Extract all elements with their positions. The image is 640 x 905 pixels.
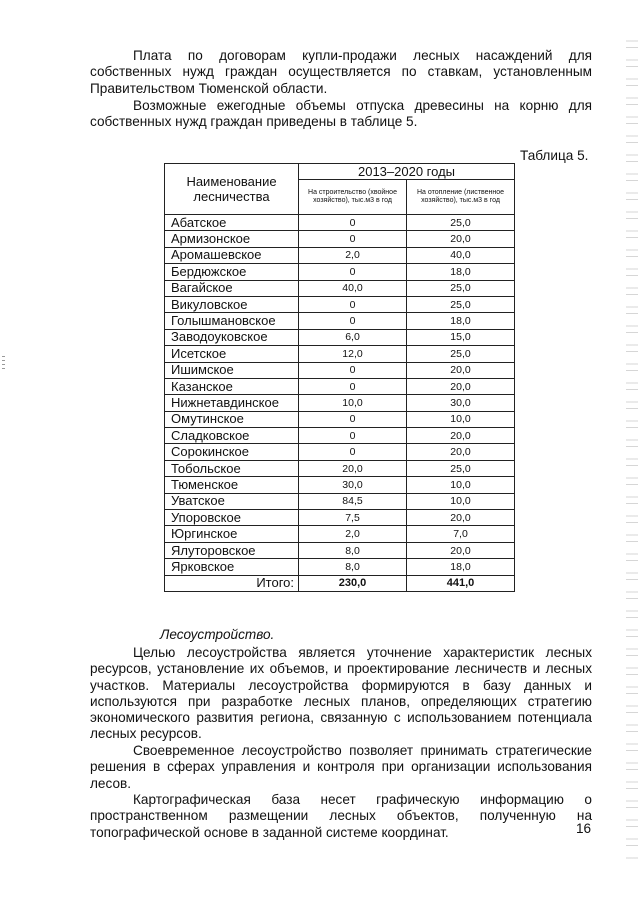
forestry-name-cell: Сладковское: [165, 428, 299, 444]
forestry-name-cell: Викуловское: [165, 296, 299, 312]
table-row: [165, 296, 515, 312]
heating-volume-cell: 20,0: [407, 362, 515, 378]
total-heating: 441,0: [407, 575, 515, 591]
heating-volume-cell: 10,0: [407, 477, 515, 493]
intro-paragraph-1: Плата по договорам купли-продажи лесных насаждений для собственных нужд граждан осуществляется по ставкам, установленным Правительством Тюменской области.: [90, 48, 592, 96]
construction-volume-cell: 6,0: [299, 329, 407, 345]
table-row: [165, 313, 515, 329]
table-row: [165, 493, 515, 509]
heating-volume-cell: 25,0: [407, 215, 515, 231]
heating-volume-cell: 10,0: [407, 493, 515, 509]
heating-volume-cell: 25,0: [407, 280, 515, 296]
construction-volume-cell: 0: [299, 444, 407, 460]
table-row: [165, 280, 515, 296]
table-row: [165, 329, 515, 345]
forestry-name-cell: Нижнетавдинское: [165, 395, 299, 411]
forestry-name-cell: Армизонское: [165, 231, 299, 247]
heating-volume-cell: 20,0: [407, 428, 515, 444]
construction-volume-cell: 0: [299, 231, 407, 247]
heating-volume-cell: 7,0: [407, 526, 515, 542]
timber-volume-table: [164, 163, 515, 592]
table-row: [165, 428, 515, 444]
construction-volume-cell: 7,5: [299, 510, 407, 526]
table-row: [165, 247, 515, 263]
table-row: [165, 477, 515, 493]
heating-volume-cell: 25,0: [407, 346, 515, 362]
section-heading: Лесоустройство.: [160, 627, 275, 642]
page-number: 16: [576, 821, 592, 836]
forestry-name-cell: Тобольское: [165, 460, 299, 476]
heating-volume-cell: 18,0: [407, 264, 515, 280]
construction-volume-cell: 2,0: [299, 526, 407, 542]
scan-margin-mark: [2, 356, 5, 372]
construction-volume-cell: 0: [299, 411, 407, 427]
heating-volume-cell: 20,0: [407, 542, 515, 558]
forestry-name-cell: Вагайское: [165, 280, 299, 296]
table-row: [165, 264, 515, 280]
total-construction: 230,0: [299, 575, 407, 591]
construction-volume-cell: 2,0: [299, 247, 407, 263]
table-row: [165, 444, 515, 460]
section-paragraph-3: Картографическая база несет графическую информацию о пространственном размещении лесных объектов, полученную на топографической основе в заданной системе координат.: [90, 792, 592, 840]
table-body: [165, 215, 515, 576]
heating-volume-cell: 25,0: [407, 460, 515, 476]
construction-volume-cell: 0: [299, 428, 407, 444]
heating-volume-cell: 20,0: [407, 378, 515, 394]
table-row: [165, 559, 515, 575]
forestry-name-cell: Бердюжское: [165, 264, 299, 280]
total-row: [165, 575, 515, 591]
construction-volume-cell: 20,0: [299, 460, 407, 476]
header-forestry-name: Наименование лесничества: [165, 164, 299, 215]
table-row: [165, 542, 515, 558]
heating-volume-cell: 30,0: [407, 395, 515, 411]
table-row: [165, 395, 515, 411]
forestry-name-cell: Юргинское: [165, 526, 299, 542]
table-row: [165, 526, 515, 542]
forestry-name-cell: Ярковское: [165, 559, 299, 575]
forestry-name-cell: Аромашевское: [165, 247, 299, 263]
heating-volume-cell: 15,0: [407, 329, 515, 345]
heating-volume-cell: 20,0: [407, 444, 515, 460]
forestry-name-cell: Омутинское: [165, 411, 299, 427]
heating-volume-cell: 20,0: [407, 231, 515, 247]
forestry-name-cell: Ялуторовское: [165, 542, 299, 558]
construction-volume-cell: 0: [299, 296, 407, 312]
forestry-name-cell: Заводоуковское: [165, 329, 299, 345]
table-row: [165, 231, 515, 247]
forestry-name-cell: Уватское: [165, 493, 299, 509]
intro-paragraph-2: Возможные ежегодные объемы отпуска древесины на корню для собственных нужд граждан приведены в таблице 5.: [90, 98, 592, 130]
section-paragraph-1: Целью лесоустройства является уточнение характеристик лесных ресурсов, установление их объемов, и проектирование лесничеств и лесных участков. Материалы лесоустройства формируются в базу данных и используются при разработке лесных планов, определяющих стратегию экономического развития региона, связанную с использованием потенциала лесных ресурсов.: [90, 645, 592, 742]
heating-volume-cell: 18,0: [407, 313, 515, 329]
table-caption: Таблица 5.: [520, 148, 589, 163]
construction-volume-cell: 30,0: [299, 477, 407, 493]
table-row: [165, 460, 515, 476]
construction-volume-cell: 40,0: [299, 280, 407, 296]
construction-volume-cell: 84,5: [299, 493, 407, 509]
table-row: [165, 510, 515, 526]
header-construction: На строительство (хвойное хозяйство), тыс.м3 в год: [299, 180, 407, 215]
table-row: [165, 346, 515, 362]
table-row: [165, 411, 515, 427]
heating-volume-cell: 40,0: [407, 247, 515, 263]
construction-volume-cell: 0: [299, 362, 407, 378]
forestry-name-cell: Ишимское: [165, 362, 299, 378]
forestry-name-cell: Исетское: [165, 346, 299, 362]
forestry-name-cell: Тюменское: [165, 477, 299, 493]
table-row: [165, 378, 515, 394]
construction-volume-cell: 10,0: [299, 395, 407, 411]
forestry-name-cell: Голышмановское: [165, 313, 299, 329]
construction-volume-cell: 0: [299, 215, 407, 231]
construction-volume-cell: 8,0: [299, 542, 407, 558]
forestry-name-cell: Упоровское: [165, 510, 299, 526]
forestry-name-cell: Сорокинское: [165, 444, 299, 460]
table-row: [165, 215, 515, 231]
forestry-name-cell: Казанское: [165, 378, 299, 394]
scan-edge-artifact: [626, 40, 638, 860]
table-row: [165, 362, 515, 378]
section-paragraph-2: Своевременное лесоустройство позволяет принимать стратегические решения в сферах управления и контроля при организации использования лесов.: [90, 743, 592, 791]
heating-volume-cell: 20,0: [407, 510, 515, 526]
construction-volume-cell: 12,0: [299, 346, 407, 362]
heating-volume-cell: 18,0: [407, 559, 515, 575]
construction-volume-cell: 0: [299, 378, 407, 394]
construction-volume-cell: 0: [299, 264, 407, 280]
header-years: 2013–2020 годы: [299, 164, 515, 180]
heating-volume-cell: 25,0: [407, 296, 515, 312]
construction-volume-cell: 8,0: [299, 559, 407, 575]
header-heating: На отопление (лиственное хозяйство), тыс.м3 в год: [407, 180, 515, 215]
forestry-name-cell: Абатское: [165, 215, 299, 231]
heating-volume-cell: 10,0: [407, 411, 515, 427]
total-label: Итого:: [165, 575, 299, 591]
construction-volume-cell: 0: [299, 313, 407, 329]
